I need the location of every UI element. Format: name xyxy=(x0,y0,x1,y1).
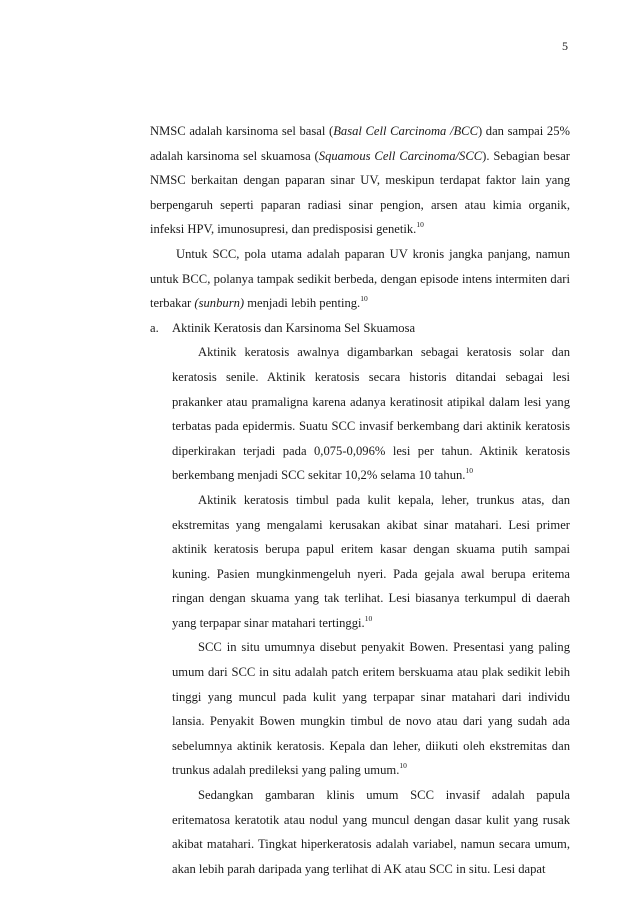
paragraph-uv-pattern xyxy=(150,242,570,316)
citation-ref: 10 xyxy=(399,761,407,771)
paragraph-nmsc-overview xyxy=(150,119,570,242)
paragraph-text: Aktinik keratosis timbul pada kulit kepala, leher, trunkus atas, dan ekstremitas yang mengalami kerusakan akibat sinar matahari. Lesi primer aktinik keratosis berupa papul eritem kasar dengan skuama putih sampai kuning. Pasien mungkinmengeluh nyeri. Pada gejala awal berupa eritema ringan dengan skuama yang tak terlihat. Lesi biasanya terkumpul di daerah yang terpapar sinar matahari tertinggi. xyxy=(172,492,570,630)
section-heading xyxy=(150,316,570,341)
page-body xyxy=(150,119,570,881)
paragraph-text: NMSC adalah karsinoma sel basal ( xyxy=(150,124,334,138)
paragraph-text: Untuk SCC, pola utama adalah paparan UV kronis jangka panjang, namun untuk BCC, polanya tampak sedikit berbeda, dengan episode intens intermiten dari terbakar xyxy=(150,246,570,311)
paragraph-text: menjadi lebih penting. xyxy=(244,296,361,311)
section-title: Aktinik Keratosis dan Karsinoma Sel Skuamosa xyxy=(172,320,416,335)
italic-term-scc: Squamous Cell Carcinoma/SCC xyxy=(318,148,483,163)
paragraph-actinic-presentation xyxy=(172,488,570,636)
paragraph-actinic-definition xyxy=(172,340,570,488)
italic-term-sunburn: (sunburn) xyxy=(194,296,245,311)
paragraph-text: Aktinik keratosis awalnya digambarkan sebagai keratosis solar dan keratosis senile. Aktinik keratosis secara historis ditandai sebagai lesi prakanker atau pramaligna karena adanya keratinosit atipikal dalam lesi yang terbatas pada epidermis. Suatu SCC invasif berkembang dari aktinik keratosis diperkirakan terjadi pada 0,075-0,096% lesi per tahun. Aktinik keratosis berkembang menjadi SCC sekitar 10,2% selama 10 tahun. xyxy=(172,345,570,483)
paragraph-text: Sedangkan gambaran klinis umum SCC invasif adalah papula eritematosa keratotik atau nodul yang muncul dengan dasar kulit yang rusak akibat matahari. Tingkat hiperkeratosis adalah variabel, namun secara umum, akan lebih parah daripada yang terlihat di AK atau SCC in situ. Lesi dapat xyxy=(172,788,570,876)
italic-term-bcc: Basal Cell Carcinoma /BCC xyxy=(333,124,478,138)
paragraph-invasive-scc xyxy=(172,783,570,881)
paragraph-bowen-disease xyxy=(172,635,570,783)
citation-ref: 10 xyxy=(360,293,368,303)
citation-ref: 10 xyxy=(465,466,473,476)
section-marker: a. xyxy=(150,320,159,335)
paragraph-text: ). Sebagian besar NMSC berkaitan dengan paparan sinar UV, meskipun terdapat faktor lain yang berpengaruh seperti paparan radiasi sinar pengion, arsen atau kimia organik, infeksi HPV, imunosupresi, dan predisposisi genetik. xyxy=(150,148,570,237)
paragraph-text: ) dan sampai 25% adalah karsinoma sel skuamosa ( xyxy=(150,124,570,163)
paragraph-text: SCC in situ umumnya disebut penyakit Bowen. Presentasi yang paling umum dari SCC in situ adalah patch eritem berskuama atau plak sedikit lebih tinggi yang muncul pada kulit yang terpapar sinar matahari dari individu lansia. Penyakit Bowen mungkin timbul de novo atau dari yang sudah ada sebelumnya aktinik keratosis. Kepala dan leher, diikuti oleh ekstremitas dan trunkus adalah predileksi yang paling umum. xyxy=(172,640,570,778)
citation-ref: 10 xyxy=(364,613,373,623)
page-number: 5 xyxy=(562,39,568,53)
citation-ref: 10 xyxy=(416,220,424,230)
